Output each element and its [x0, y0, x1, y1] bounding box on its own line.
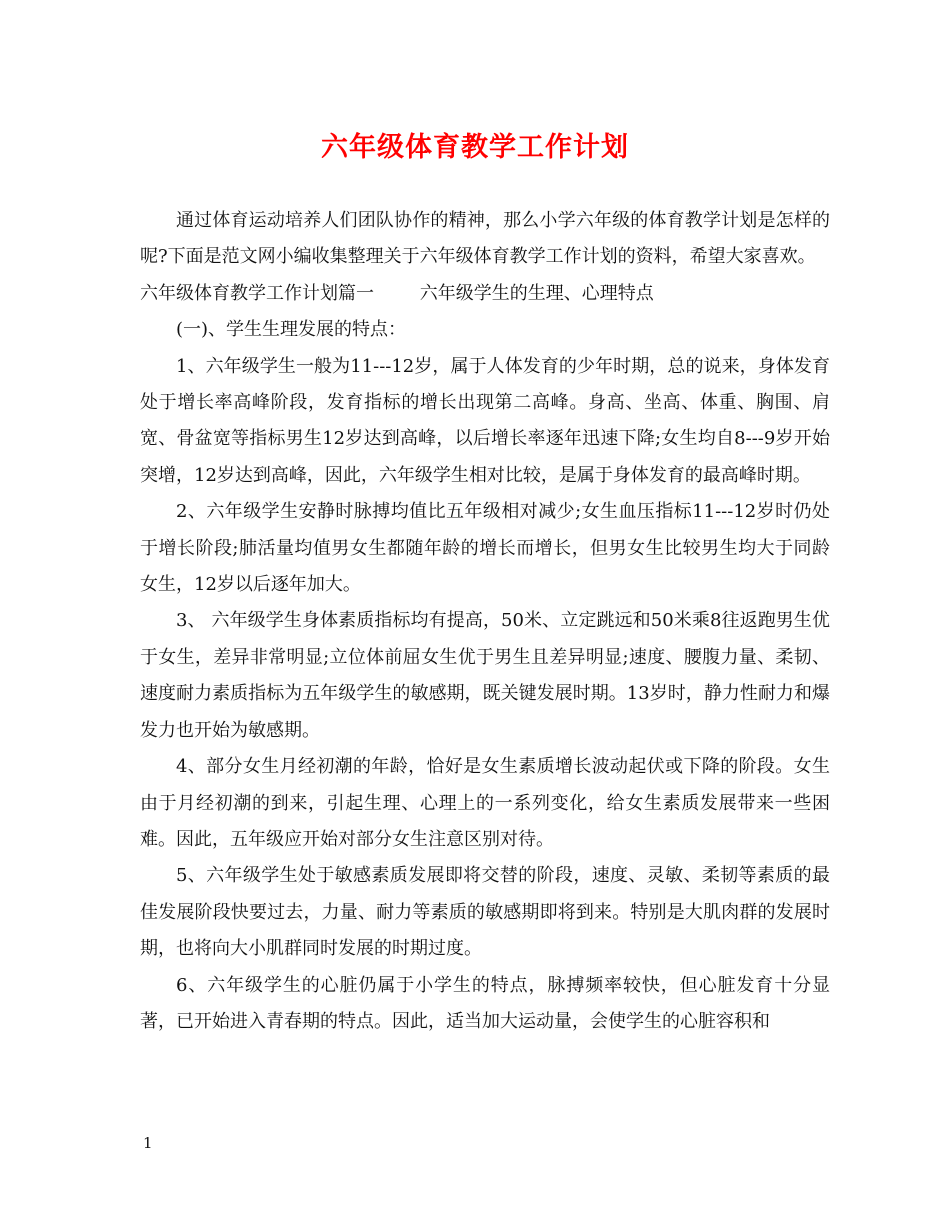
intro-paragraph: 通过体育运动培养人们团队协作的精神，那么小学六年级的体育教学计划是怎样的呢?下面是范文网小编收集整理关于六年级体育教学工作计划的资料，希望大家喜欢。 — [140, 210, 830, 268]
body-paragraph-5: 5、六年级学生处于敏感素质发展即将交替的阶段，速度、灵敏、柔韧等素质的最佳发展阶段快要过去，力量、耐力等素质的敏感期即将到来。特别是大肌肉群的发展时期，也将向大小肌群同时发展的时期过度。 — [140, 865, 830, 960]
body-paragraph-1: 1、六年级学生一般为11---12岁，属于人体发育的少年时期，总的说来，身体发育处于增长率高峰阶段，发育指标的增长出现第二高峰。身高、坐高、体重、胸围、肩宽、骨盆宽等指标男生12岁达到高峰，以后增长率逐年迅速下降;女生均自8---9岁开始突增，12岁达到高峰，因此，六年级学生相对比较，是属于身体发育的最高峰时期。 — [140, 355, 830, 486]
document-title: 六年级体育教学工作计划 — [321, 132, 629, 163]
section-heading: 六年级体育教学工作计划篇一 六年级学生的生理、心理特点 — [140, 282, 654, 304]
body-paragraph-2: 2、六年级学生安静时脉搏均值比五年级相对减少;女生血压指标11---12岁时仍处于增长阶段;肺活量均值男女生都随年龄的增长而增长，但男女生比较男生均大于同龄女生，12岁以后逐年加大。 — [140, 501, 830, 596]
body-paragraph-3: 3、 六年级学生身体素质指标均有提高，50米、立定跳远和50米乘8往返跑男生优于女生，差异非常明显;立位体前屈女生优于男生且差异明显;速度、腰腹力量、柔韧、速度耐力素质指标为五年级学生的敏感期，既关键发展时期。13岁时，静力性耐力和爆发力也开始为敏感期。 — [140, 610, 830, 741]
body-paragraph-4: 4、部分女生月经初潮的年龄，恰好是女生素质增长波动起伏或下降的阶段。女生由于月经初潮的到来，引起生理、心理上的一系列变化，给女生素质发展带来一些困难。因此，五年级应开始对部分女生注意区别对待。 — [140, 756, 830, 850]
body-paragraph-6: 6、六年级学生的心脏仍属于小学生的特点，脉搏频率较快，但心脏发育十分显著，已开始进入青春期的特点。因此，适当加大运动量，会使学生的心脏容积和 — [140, 974, 830, 1032]
page-number: 1 — [143, 1134, 153, 1152]
subheading: (一)、学生生理发展的特点： — [176, 319, 407, 341]
document-body — [140, 203, 830, 1040]
